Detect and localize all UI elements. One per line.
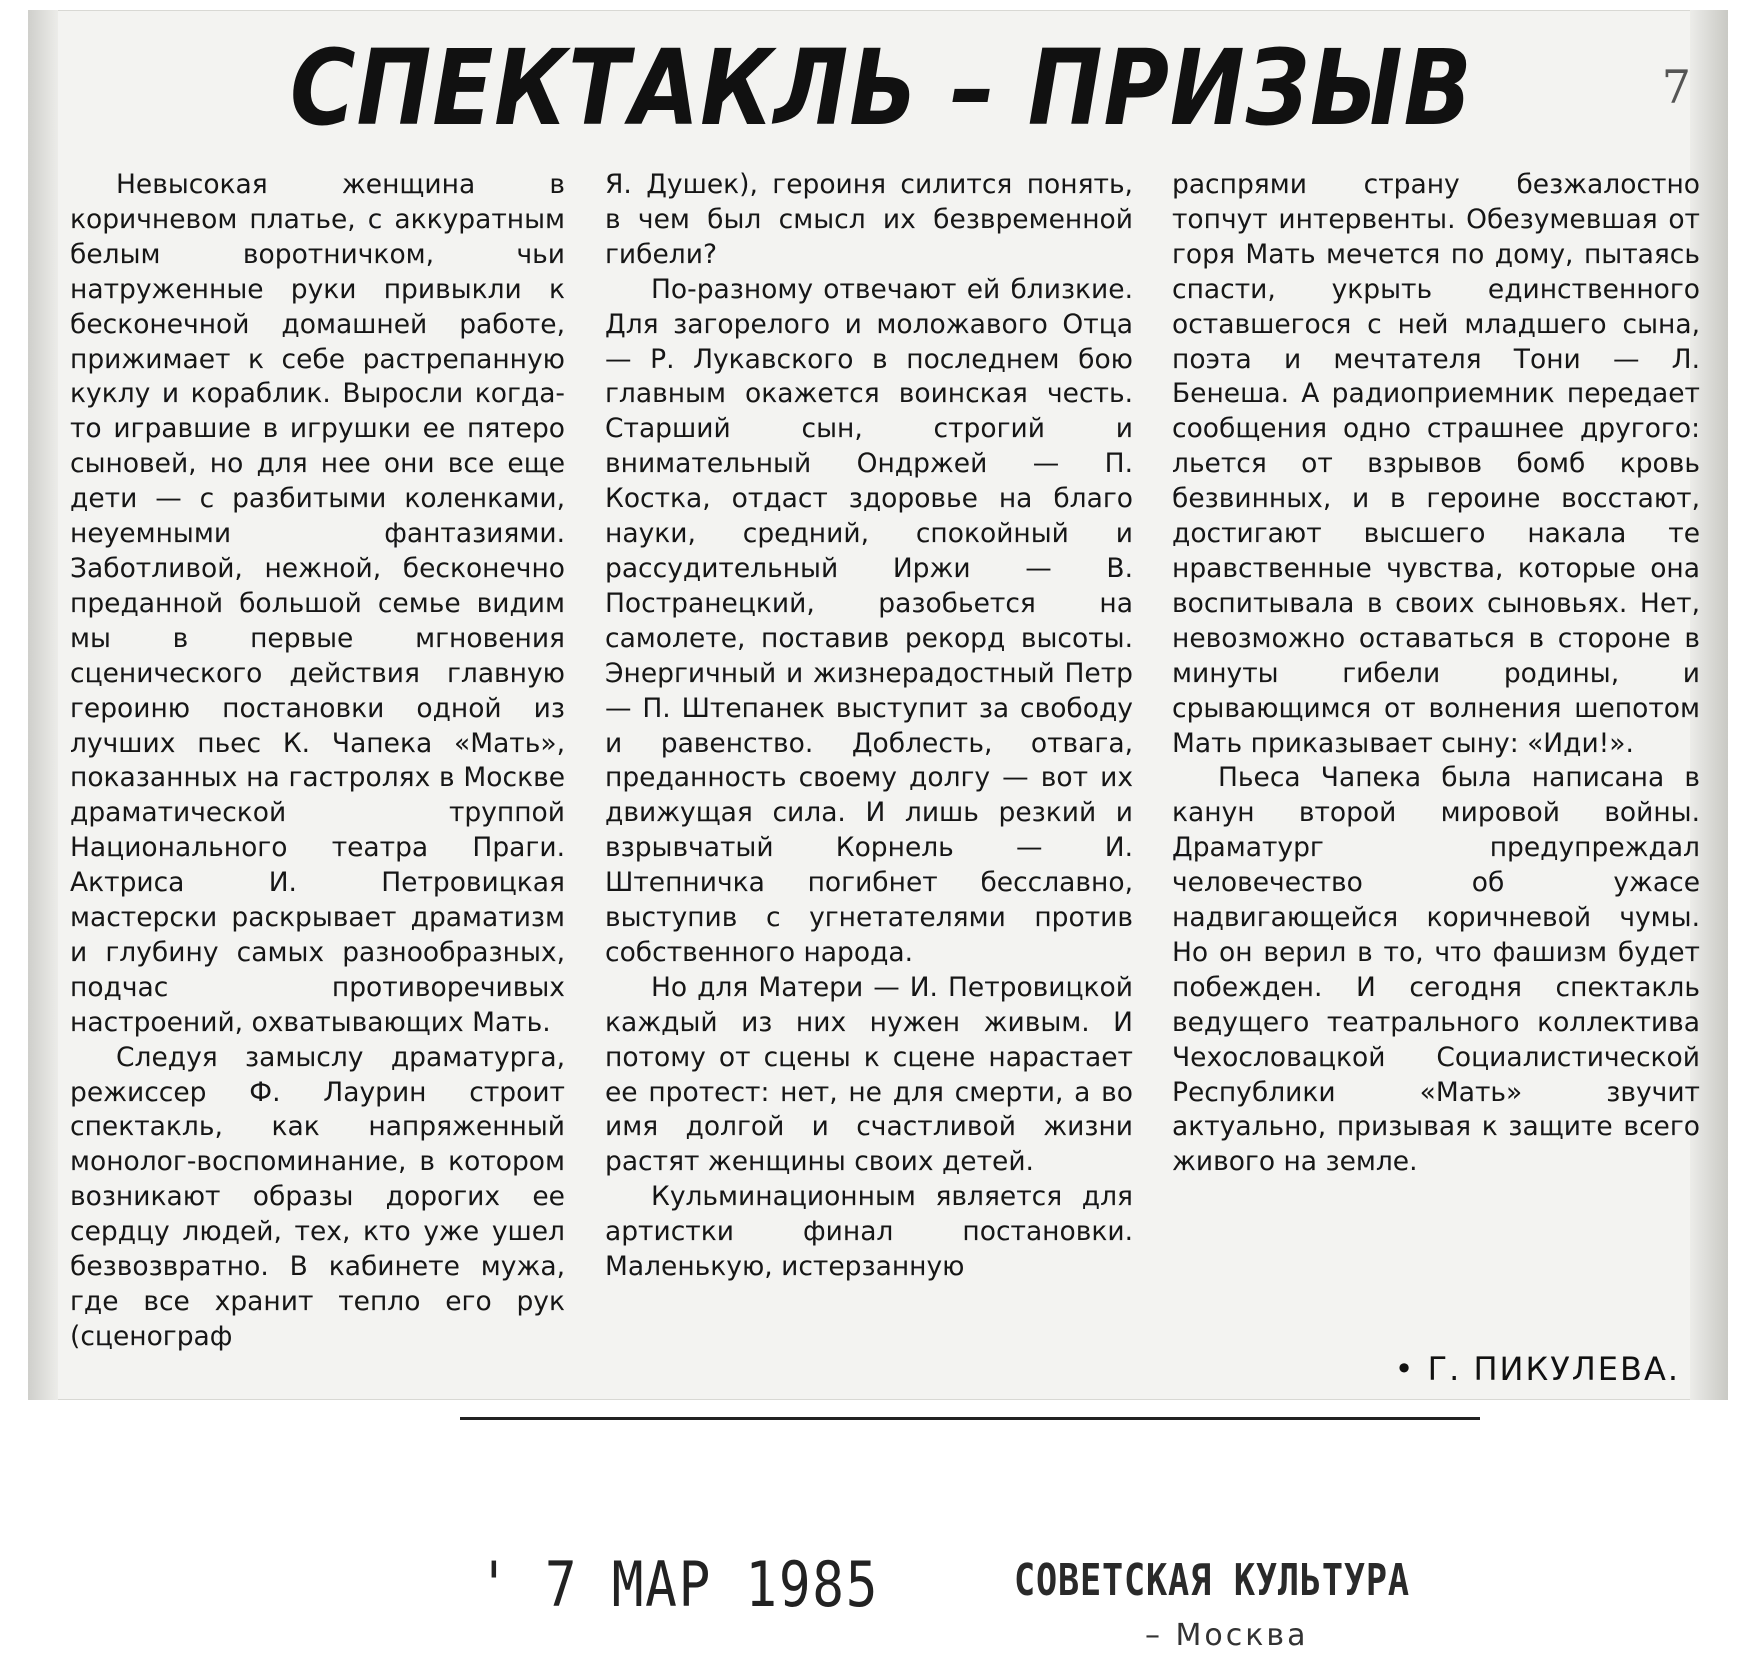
article-column-3: [1172, 168, 1700, 1180]
paragraph: Следуя замыслу драматурга, режиссер Ф. Лаурин строит спектакль, как напряженный монолог-воспоминание, в котором возникают образы дорогих ее сердцу людей, тех, кто уже ушел безвозвратно. В кабинете мужа, где все хранит тепло его рук (сценограф: [70, 1041, 565, 1352]
article-headline: СПЕКТАКЛЬ – ПРИЗЫВ: [290, 27, 1473, 149]
page-number: 7: [1661, 60, 1691, 114]
article-column-1: [70, 168, 565, 1355]
article-column-2: [605, 168, 1133, 1285]
paragraph: распрями страну безжалостно топчут интервенты. Обезумевшая от горя Мать мечется по дому, пытаясь спасти, укрыть единственного оставшегося с ней младшего сына, поэта и мечтателя Тони — Л. Бенеша. А радиоприемник передает сообщения одно страшнее другого: льется от взрывов бомб кровь безвинных, и в героине восстают, достигают высшего накала те нравственные чувства, которые она воспитывала в своих сыновьях. Нет, невозможно оставаться в стороне в минуты гибели родины, и срывающимся от волнения шепотом Мать приказывает сыну: «Иди!».: [1172, 169, 1700, 759]
city-stamp: – Москва: [1145, 1618, 1309, 1653]
paragraph: Невысокая женщина в коричневом платье, с аккуратным белым воротничком, чьи натруженные руки привыкли к бесконечной домашней работе, прижимает к себе растрепанную куклу и кораблик. Выросли когда-то игравшие в игрушки ее пятеро сыновей, но для нее они все еще дети — с разбитыми коленками, неуемными фантазиями. Заботливой, нежной, бесконечно преданной большой семье видим мы в первые мгновения сценического действия главную героиню постановки одной из лучших пьес К. Чапека «Мать», показанных на гастролях в Москве драматической труппой Национального театра Праги. Актриса И. Петровицкая мастерски раскрывает драматизм и глубину самых разнообразных, подчас противоречивых настроений, охватывающих Мать.: [70, 169, 565, 1038]
paragraph: Кульминационным является для артистки финал постановки. Маленькую, истерзанную: [605, 1181, 1133, 1283]
newspaper-name-stamp: СОВЕТСКАЯ КУЛЬТУРА: [1014, 1555, 1410, 1606]
paragraph: Пьеса Чапека была написана в канун второй мировой войны. Драматург предупреждал человечество об ужасе надвигающейся коричневой чумы. Но он верил в то, что фашизм будет побежден. И сегодня спектакль ведущего театрального коллектива Чехословацкой Социалистической Республики «Мать» звучит актуально, призывая к защите всего живого на земле.: [1172, 762, 1700, 1178]
date-stamp: ' 7 МАР 1985: [478, 1548, 880, 1621]
adjacent-column-shadow-left: [28, 10, 58, 1400]
paragraph: Я. Душек), героиня силится понять, в чем был смысл их безвременной гибели?: [605, 169, 1133, 270]
author-signature: • Г. ПИКУЛЕВА.: [1394, 1350, 1680, 1388]
paragraph: По-разному отвечают ей близкие. Для загорелого и моложавого Отца — Р. Лукавского в последнем бою главным окажется воинская честь. Старший сын, строгий и внимательный Ондржей — П. Костка, отдаст здоровье на благо науки, средний, спокойный и рассудительный Иржи — В. Постранецкий, разобьется на самолете, поставив рекорд высоты. Энергичный и жизнерадостный Петр — П. Штепанек выступит за свободу и равенство. Доблесть, отвага, преданность своему долгу — вот их движущая сила. И лишь резкий и взрывчатый Корнель — И. Штепничка погибнет бесславно, выступив с угнетателями против собственного народа.: [605, 273, 1133, 968]
paragraph: Но для Матери — И. Петровицкой каждый из них нужен живым. И потому от сцены к сцене нарастает ее протест: нет, не для смерти, а во имя долгой и счастливой жизни растят женщины своих детей.: [605, 971, 1133, 1178]
divider-line: [460, 1417, 1480, 1420]
